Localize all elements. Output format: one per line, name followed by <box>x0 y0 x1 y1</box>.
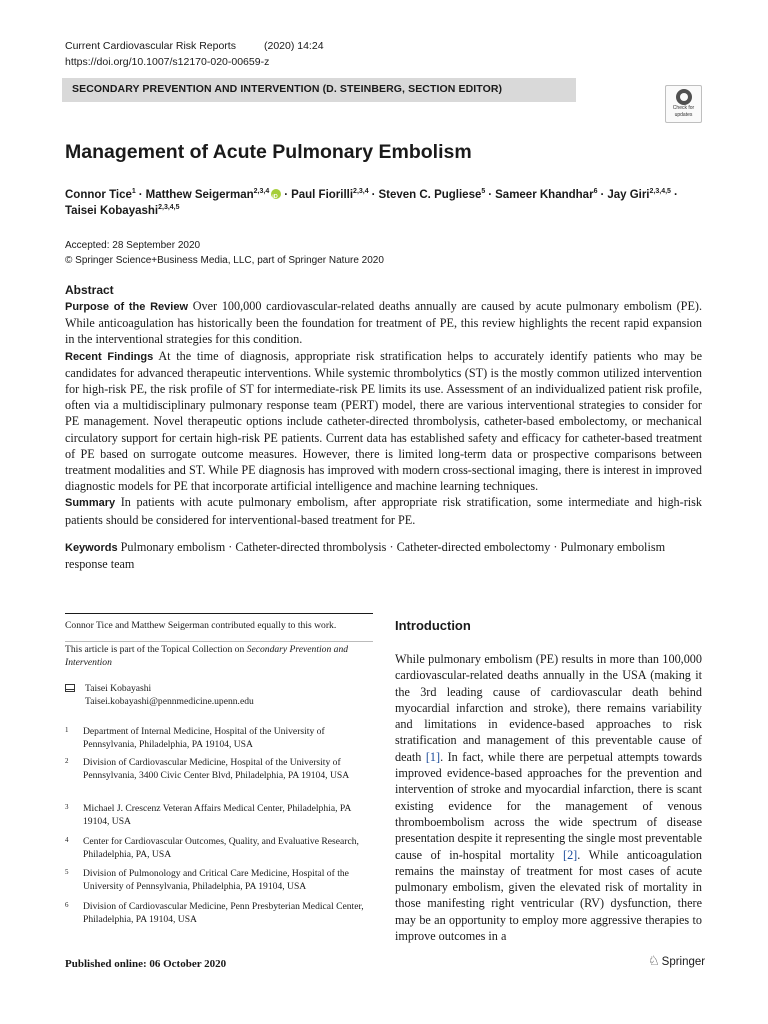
summary-label: Summary <box>65 497 116 510</box>
affiliation-item <box>65 836 375 862</box>
author-affil: 6 <box>593 188 598 195</box>
author-name[interactable]: Steven C. Pugliese <box>378 188 482 201</box>
affiliation-text: Center for Cardiovascular Outcomes, Quality, and Evaluative Research, Philadelphia, PA, USA <box>83 836 359 860</box>
orcid-icon[interactable] <box>271 189 281 199</box>
affiliation-number: 5 <box>65 868 69 876</box>
collection-prefix: This article is part of the Topical Collection on <box>65 644 247 655</box>
author-name[interactable]: Paul Fiorilli <box>291 188 354 201</box>
affiliation-text: Division of Pulmonology and Critical Care Medicine, Hospital of the University of Pennsylvania, Philadelphia, PA 19104, USA <box>83 868 349 892</box>
author-affil: 2,3,4,5 <box>158 204 180 211</box>
publisher-logo <box>648 953 705 969</box>
author-name[interactable]: Sameer Khandhar <box>495 188 594 201</box>
intro-text-3: . While anticoagulation remains the mainstay of treatment for most cases of acute pulmonary embolism, given the elevated risk of mortality in those manifesting right ventricular (RV) dysfunction, there may be an opportunity to employ more aggressive therapies to improve outcomes in a <box>395 847 702 944</box>
affiliation-item <box>65 901 375 927</box>
collection-note <box>65 641 373 669</box>
author-name[interactable]: Matthew Seigerman <box>145 188 254 201</box>
introduction-body <box>395 651 702 944</box>
author-name[interactable]: Jay Giri <box>607 188 650 201</box>
abstract-heading: Abstract <box>65 283 114 297</box>
check-for-updates-badge[interactable] <box>665 85 702 123</box>
reference-link[interactable]: [1] <box>425 749 441 764</box>
intro-text-2: . In fact, while there are perpetual attempts towards improved evidence-based approaches for the prevention and intervention of stroke and myocardial infarction, there is scant existing evidence for the management of venous thromboembolism across the wide spectrum of disease presentation despite it representing the single most preventable cause of in-hospital mortality <box>395 749 702 862</box>
affiliation-text: Department of Internal Medicine, Hospital of the University of Pennsylvania, Philadelphia, PA 19104, USA <box>83 726 325 750</box>
update-icon <box>676 89 692 105</box>
check-for-label: Check for <box>672 105 695 111</box>
keywords <box>65 539 702 572</box>
affiliation-item <box>65 726 375 752</box>
affiliation-text: Division of Cardiovascular Medicine, Penn Presbyterian Medical Center, Philadelphia, PA 19104, USA <box>83 901 364 925</box>
affiliation-number: 1 <box>65 726 69 734</box>
reference-link[interactable]: [2] <box>563 847 578 862</box>
author-affil: 2,3,4 <box>353 188 369 195</box>
affiliation-number: 2 <box>65 757 69 765</box>
author-affil: 2,3,4 <box>253 188 270 195</box>
abstract-summary <box>65 494 702 527</box>
findings-label: Recent Findings <box>65 350 154 363</box>
affiliation-item <box>65 868 375 894</box>
journal-name: Current Cardiovascular Risk Reports <box>65 40 236 52</box>
equal-contribution-note: Connor Tice and Matthew Seigerman contributed equally to this work. <box>65 620 337 631</box>
contact-name: Taisei Kobayashi <box>85 683 152 694</box>
author-line-2 <box>65 200 180 219</box>
affiliation-number: 6 <box>65 901 69 909</box>
collection-link[interactable]: Secondary Prevention and Intervention <box>65 644 349 668</box>
findings-text: At the time of diagnosis, appropriate risk stratification helps to accurately identify patients who may be candidates for advanced therapeutic interventions. While systemic thrombolytics (ST) is the mostly common utilized intervention for high-risk PE, the risk profile of ST for intermediate-risk PE limits its use. Assessment of an individualized patient risk profile, often via a multidisciplinary pulmonary response team (PERT) model, there are various interventional strategies to consider for PE management. Novel therapeutic options include catheter-directed thrombolysis, catheter-based embolectomy, or mechanical circulatory support for certain high-risk PE patients. Current data has established safety and efficacy for catheter-based treatment of PE based on surrogate outcome measures. However, there is limited long-term data or prospective comparisons between treatment modalities and ST. While PE diagnosis has improved with modern cross-sectional imaging, there is interest in improved diagnostic models for PE that incorporate artificial intelligence and machine learning techniques. <box>65 348 703 494</box>
purpose-text: Over 100,000 cardiovascular-related deaths annually are caused by acute pulmonary embolism (PE). While anticoagulation has historically been the foundation for treatment of PE, this review highlights the recent rapid expansion in the interventional strategies for this condition. <box>65 299 703 347</box>
doi-link[interactable]: https://doi.org/10.1007/s12170-020-00659-z <box>65 56 270 68</box>
springer-horse-icon: ♘ <box>648 953 660 968</box>
email-icon <box>65 684 75 692</box>
introduction-heading: Introduction <box>395 618 471 633</box>
footnote-divider <box>65 613 373 614</box>
journal-header <box>65 40 324 52</box>
article-title: Management of Acute Pulmonary Embolism <box>65 141 472 163</box>
purpose-label: Purpose of the Review <box>65 301 189 313</box>
abstract-purpose <box>65 298 702 348</box>
author-affil: 2,3,4,5 <box>649 188 671 195</box>
keywords-label: Keywords <box>65 542 118 554</box>
published-online: Published online: 06 October 2020 <box>65 958 227 970</box>
affiliation-number: 4 <box>65 836 69 844</box>
publisher-name: Springer <box>661 956 706 968</box>
affiliation-number: 3 <box>65 803 69 811</box>
affiliation-item <box>65 757 375 795</box>
author-affil: 5 <box>481 188 486 195</box>
author-name[interactable]: Connor Tice <box>65 188 132 201</box>
journal-issue: (2020) 14:24 <box>263 40 324 52</box>
affiliation-item <box>65 803 375 829</box>
section-label: SECONDARY PREVENTION AND INTERVENTION (D. STEINBERG, SECTION EDITOR) <box>72 83 503 95</box>
contact-email[interactable]: Taisei.kobayashi@pennmedicine.upenn.edu <box>85 696 254 707</box>
summary-text: In patients with acute pulmonary embolism, after appropriate risk stratification, some intermediate and high-risk patients should be considered for interventional-based treatment for PE. <box>65 495 702 527</box>
author-name[interactable]: Taisei Kobayashi <box>65 204 159 217</box>
author-affil: 1 <box>131 188 136 195</box>
keywords-text: Pulmonary embolism · Catheter-directed thrombolysis · Catheter-directed embolectomy · Pulmonary embolism response team <box>65 540 666 571</box>
abstract-findings <box>65 348 702 495</box>
copyright-notice: © Springer Science+Business Media, LLC, part of Springer Nature 2020 <box>65 255 384 266</box>
intro-text-1: While pulmonary embolism (PE) results in more than 100,000 cardiovascular-related deaths annually in the USA (making it the 3rd leading cause of cardiovascular death behind myocardial infarction and stroke), there remains variability and limitations in evidence-based approaches to risk stratification and management of this preventable cause of death <box>395 652 702 764</box>
affiliation-text: Michael J. Crescenz Veteran Affairs Medical Center, Philadelphia, PA 19104, USA <box>83 803 351 827</box>
affiliation-text: Division of Cardiovascular Medicine, Hospital of the University of Pennsylvania, 3400 Civic Center Blvd, Philadelphia, PA 19104, USA <box>83 757 350 781</box>
abstract-body <box>65 298 702 528</box>
accepted-date: Accepted: 28 September 2020 <box>65 240 201 251</box>
section-banner <box>62 78 576 102</box>
author-line-1: Connor Tice$^1$ · Matthew Seigerman$^{2,3,4}$iD · Paul Fiorilli$^{2,3,4}$ · Steven C. Pugliese$^5$ · Sameer Khandhar$^6$ · Jay Giri$^{2,3,4,5}$ · <box>65 184 681 203</box>
updates-label: updates <box>674 111 693 118</box>
